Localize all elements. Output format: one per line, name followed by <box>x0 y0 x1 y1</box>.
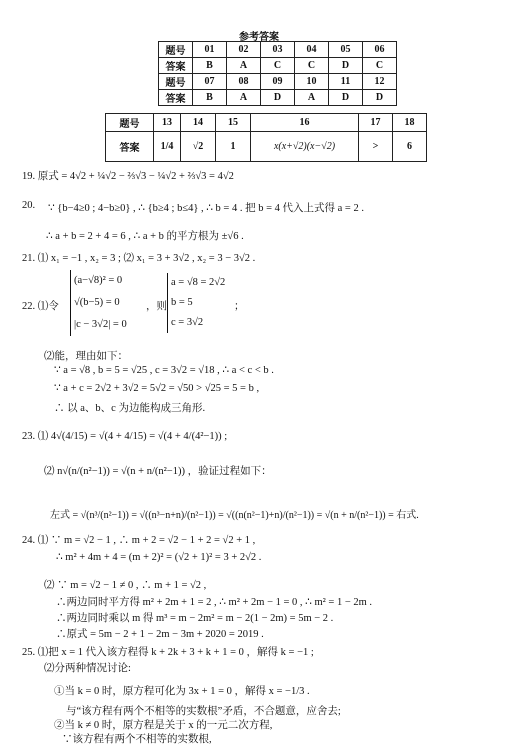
solution-25-1: 25. ⑴把 x = 1 代入该方程得 k + 2k + 3 + k + 1 = 0 ，解得 k = −1 ; <box>22 647 314 658</box>
table-cell: C <box>261 58 295 74</box>
solution-25-6: ∵该方程有两个不相等的实数根, <box>62 734 212 745</box>
table-cell: 13 <box>154 114 181 132</box>
table-cell: A <box>227 58 261 74</box>
table-row <box>159 74 397 90</box>
table-cell: 04 <box>295 42 329 58</box>
solution-24-4: ∴两边同时平方得 m² + 2m + 1 = 2 , ∴ m² + 2m − 1 = 0 , ∴ m² = 1 − 2m . <box>56 597 373 608</box>
table-cell: 07 <box>193 74 227 90</box>
solution-24-6: ∴原式 = 5m − 2 + 1 − 2m − 3m + 2020 = 2019 . <box>56 629 264 640</box>
solution-22-2-line-1: ∵ a = √8 , b = 5 = √25 , c = 3√2 = √18 , ∴ a < c < b . <box>54 365 274 376</box>
table-row <box>159 42 397 58</box>
table-cell: 6 <box>393 132 427 162</box>
table-cell: 题号 <box>159 74 193 90</box>
solution-24-2: ∴ m² + 4m + 4 = (m + 2)² = (√2 + 1)² = 3 + 2√2 . <box>56 552 262 563</box>
solution-24-3: ⑵ ∵ m = √2 − 1 ≠ 0 , ∴ m + 1 = √2 , <box>44 580 207 591</box>
equation: c = 3√2 <box>171 317 204 328</box>
solution-22-2-line-2: ∵ a + c = 2√2 + 3√2 = 5√2 = √50 > √25 = 5 = b , <box>54 383 260 394</box>
solution-19: 19. 原式 = 4√2 + ¼√2 − ⅔√3 − ¼√2 + ⅔√3 = 4√2 <box>22 171 234 182</box>
table-cell: 06 <box>363 42 397 58</box>
solution-23-1: 23. ⑴ 4√(4/15) = √(4 + 4/15) = √(4 + 4/(4²−1)) ; <box>22 431 228 442</box>
table-cell: A <box>295 90 329 106</box>
table-cell: 答案 <box>159 90 193 106</box>
solution-20-label: 20. <box>22 200 36 211</box>
table-cell: 01 <box>193 42 227 58</box>
table-cell: √2 <box>181 132 216 162</box>
solution-22-label: 22. ⑴令 <box>22 301 59 312</box>
solution-20-line-1: ∵ {b−4≥0 ; 4−b≥0} , ∴ {b≥4 ; b≤4} , ∴ b = 4 . 把 b = 4 代入上式得 a = 2 . <box>48 203 364 214</box>
table-cell: 题号 <box>106 114 154 132</box>
table-cell: 答案 <box>159 58 193 74</box>
equation: |c − 3√2| = 0 <box>74 319 127 330</box>
table-cell: D <box>363 90 397 106</box>
table-row <box>106 132 427 162</box>
table-cell: C <box>363 58 397 74</box>
equation: a = √8 = 2√2 <box>171 277 226 288</box>
solution-22-2-line-3: ∴ 以 a、b、c 为边能构成三角形. <box>54 403 206 414</box>
solution-22-then: ，则 <box>146 301 167 312</box>
solution-25-3: ①当 k = 0 时，原方程可化为 3x + 1 = 0 ，解得 x = −1/3 . <box>54 686 310 697</box>
table-row <box>159 90 397 106</box>
solution-24-1: 24. ⑴ ∵ m = √2 − 1 , ∴ m + 2 = √2 − 1 + 2 = √2 + 1 , <box>22 535 256 546</box>
solution-20-line-2: ∴ a + b = 2 + 4 = 6 , ∴ a + b 的平方根为 ±√6 . <box>46 231 244 242</box>
solution-23-3: 左式 = √(n³/(n²−1)) = √((n³−n+n)/(n²−1)) = √((n(n²−1)+n)/(n²−1)) = √(n + n/(n²−1)) = 右式. <box>50 510 419 521</box>
table-cell: C <box>295 58 329 74</box>
table-cell: D <box>261 90 295 106</box>
table-cell: A <box>227 90 261 106</box>
solution-24-5: ∴两边同时乘以 m 得 m³ = m − 2m² = m − 2(1 − 2m) = 5m − 2 . <box>56 613 334 624</box>
equation: b = 5 <box>171 297 193 308</box>
table-cell: D <box>329 90 363 106</box>
table-row <box>159 58 397 74</box>
table-cell: 15 <box>216 114 251 132</box>
solution-22-end: ； <box>234 301 245 312</box>
table-cell: B <box>193 90 227 106</box>
solution-22-2-head: ⑵能，理由如下： <box>44 351 128 362</box>
solution-25-2: ⑵分两种情况讨论: <box>44 663 131 674</box>
table-cell: 16 <box>251 114 359 132</box>
table-cell: 17 <box>359 114 393 132</box>
table-cell: 题号 <box>159 42 193 58</box>
table-cell: 10 <box>295 74 329 90</box>
answer-table-2 <box>105 113 427 162</box>
equation: √(b−5) = 0 <box>74 297 120 308</box>
table-row <box>106 114 427 132</box>
table-cell: 03 <box>261 42 295 58</box>
solution-25-4: 与“该方程有两个不相等的实数根”矛盾，不合题意，应舍去; <box>66 706 341 717</box>
table-cell: x(x+√2)(x−√2) <box>251 132 359 162</box>
table-cell: 12 <box>363 74 397 90</box>
table-cell: 05 <box>329 42 363 58</box>
table-cell: > <box>359 132 393 162</box>
table-cell: 18 <box>393 114 427 132</box>
answer-table-1 <box>158 41 397 106</box>
table-cell: 11 <box>329 74 363 90</box>
equation-system-2 <box>167 273 225 333</box>
table-cell: 1 <box>216 132 251 162</box>
table-cell: 08 <box>227 74 261 90</box>
table-cell: 09 <box>261 74 295 90</box>
solution-25-5: ②当 k ≠ 0 时，原方程是关于 x 的一元二次方程, <box>54 720 273 731</box>
table-cell: 14 <box>181 114 216 132</box>
page-title: 参考答案 <box>239 32 279 43</box>
table-cell: B <box>193 58 227 74</box>
solution-21: 21. ⑴ x₁ = −1 , x₂ = 3 ; ⑵ x₁ = 3 + 3√2 , x₂ = 3 − 3√2 . <box>22 253 256 264</box>
equation: (a−√8)² = 0 <box>74 275 123 286</box>
equation-system-1 <box>70 270 127 336</box>
table-cell: D <box>329 58 363 74</box>
solution-23-2: ⑵ n√(n/(n²−1)) = √(n + n/(n²−1)) ，验证过程如下： <box>44 466 272 477</box>
table-cell: 1/4 <box>154 132 181 162</box>
table-cell: 02 <box>227 42 261 58</box>
table-cell: 答案 <box>106 132 154 162</box>
